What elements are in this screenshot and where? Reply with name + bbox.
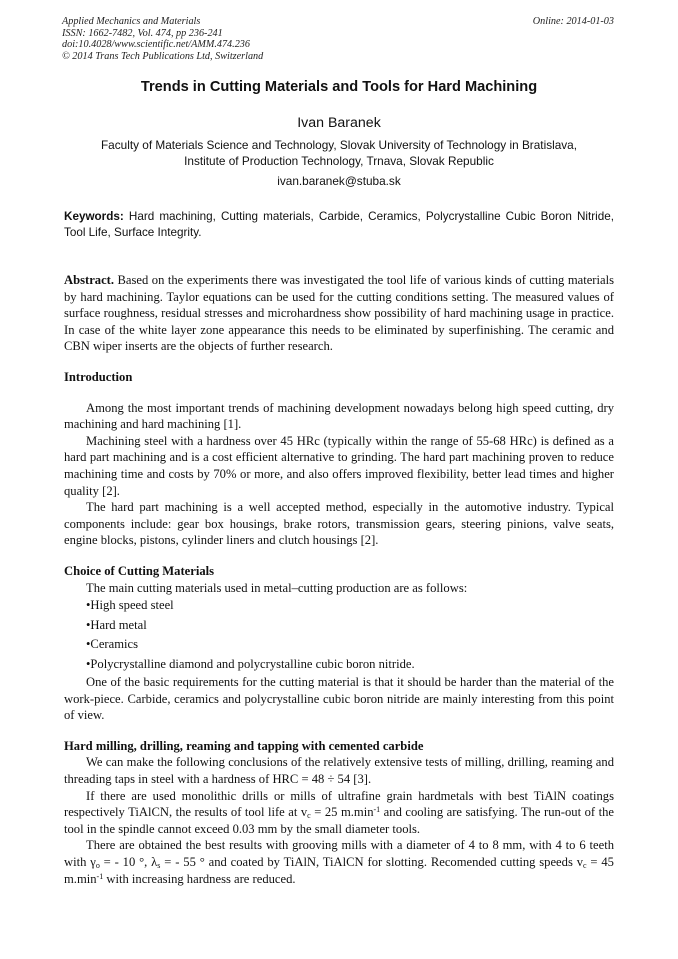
doi-line: doi:10.4028/www.scientific.net/AMM.474.236 [62, 39, 250, 50]
choice-paragraph: One of the basic requirements for the cutting material is that it should be harder than the material of the work-piece. Carbide, ceramics and polycrystalline cubic boron nitride are mainly interesting from this point of view. [64, 675, 614, 723]
abstract-label: Abstract. [64, 273, 115, 287]
section-heading-carbide: Hard milling, drilling, reaming and tapping with cemented carbide [64, 738, 424, 753]
journal-name: Applied Mechanics and Materials [62, 16, 201, 27]
list-item: •High speed steel [86, 598, 174, 613]
keywords-label: Keywords: [64, 210, 124, 223]
bullet: • [86, 617, 91, 632]
carbide-paragraph-2: If there are used monolithic drills or mills of ultrafine grain hardmetals with best TiAlN coatings respectively TiAlCN, the results of tool life at $v_c = 25$ $m.\min^{-1}$ and cooling are satisfying. The run-out of the tool in the spindle cannot exceed 0.03 mm by the small diameter tools. [64, 788, 614, 836]
list-item: •Hard metal [86, 617, 147, 632]
section-heading-choice: Choice of Cutting Materials [64, 563, 215, 578]
copyright-line: © 2014 Trans Tech Publications Ltd, Switzerland [62, 50, 264, 62]
choice-intro: The main cutting materials used in metal–cutting production are as follows: [86, 580, 468, 595]
intro-paragraph-3: The hard part machining is a well accepted method, especially in the automotive industry. Typical components include: gear box housings, brake rotors, transmission gears, steering pinions, valve seats, engine blocks, pistons, cylinder liners and clutch housings [2]. [64, 500, 614, 548]
affiliation-line-2: Institute of Production Technology, Trnava, Slovak Republic [184, 154, 494, 168]
author-email: ivan.baranek@stuba.sk [277, 174, 401, 188]
list-item: •Polycrystalline diamond and polycrystalline cubic boron nitride. [86, 656, 415, 671]
bullet: • [86, 637, 91, 652]
list-item: •Ceramics [86, 637, 138, 652]
intro-paragraph-1: Among the most important trends of machining development nowadays belong high speed cutting, dry machining and hard machining [1]. [64, 400, 614, 432]
keywords [64, 209, 614, 241]
bullet: • [86, 656, 91, 671]
journal-header [62, 16, 263, 62]
author-name: Ivan Baranek [297, 115, 381, 131]
intro-paragraph-2: Machining steel with a hardness over 45 HRc (typically within the range of 55-68 HRc) is defined as a hard part machining and is a cost efficient alternative to grinding. The hard part machining proven to reduce machining time and costs by 70% or more, and also offers improved flexibility, better lead times and higher quality [2]. [64, 433, 614, 498]
affiliation [60, 137, 618, 169]
keywords-text: Hard machining, Cutting materials, Carbide, Ceramics, Polycrystalline Cubic Boron Nitride, Tool Life, Surface Integrity. [64, 210, 614, 239]
section-heading-introduction: Introduction [64, 369, 133, 384]
bullet: • [86, 598, 91, 613]
carbide-paragraph-3: There are obtained the best results with grooving mills with a diameter of 4 to 8 mm, with 4 to 6 teeth with $\gamma_o$ = - 10 °, $\lambda_s$ = - 55 ° and coated by TiAlN, TiAlCN for slotting. Recomended cutting speeds $v_c = 45$ $m.\min^{-1}$ with increasing hardness are reduced. [64, 838, 614, 886]
online-date: Online: 2014-01-03 [532, 16, 614, 27]
affiliation-line-1: Faculty of Materials Science and Technology, Slovak University of Technology in Bratislava, [100, 138, 578, 152]
carbide-paragraph-1: We can make the following conclusions of the relatively extensive tests of milling, drilling, reaming and threading taps in steel with a hardness of HRC = 48 ÷ 54 [3]. [64, 755, 614, 787]
issn-line: ISSN: 1662-7482, Vol. 474, pp 236-241 [62, 27, 223, 39]
paper-title: Trends in Cutting Materials and Tools for Hard Machining [140, 79, 538, 95]
abstract-text: Based on the experiments there was investigated the tool life of various kinds of cutting materials by hard machining. Taylor equations can be used for the cutting conditions setting. The measured values of surface roughness, residual stresses and microhardness show possibility of hard machining usage in practice. In case of the white layer zone appearance this needs to be eliminated by superfinishing. The ceramic and CBN wiper inserts are the objects of further research. [64, 273, 614, 354]
paper-body [64, 272, 614, 887]
abstract [64, 272, 614, 355]
